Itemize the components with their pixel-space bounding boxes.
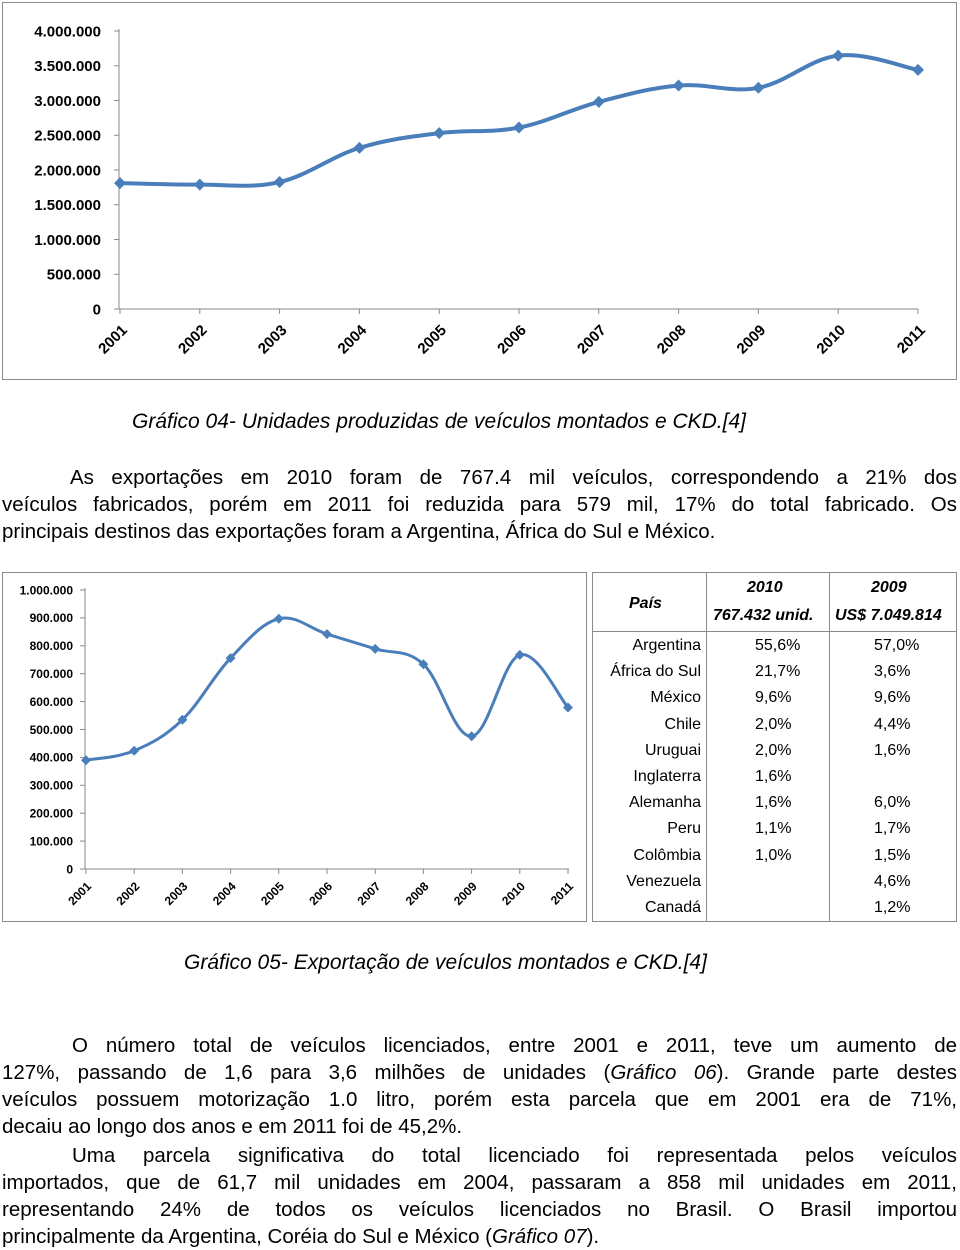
data-point-marker: [81, 755, 91, 765]
series-line: [120, 55, 918, 186]
y-tick-label: 300.000: [29, 778, 73, 793]
x-tick-label: 2008: [402, 879, 432, 909]
x-tick-label: 2005: [414, 321, 451, 358]
table-cell-country: Venezuela: [626, 872, 701, 890]
data-point-marker: [467, 731, 477, 741]
y-tick-label: 2.500.000: [34, 127, 101, 145]
x-tick-label: 2003: [254, 321, 291, 358]
x-tick-label: 2010: [813, 321, 850, 358]
production-chart-svg: [3, 3, 958, 381]
y-tick-label: 200.000: [29, 806, 73, 821]
table-cell-2010: 55,6%: [755, 637, 801, 654]
col-header-2010-year: 2010: [747, 579, 783, 596]
chart1-caption: Gráfico 04- Unidades produzidas de veículos montados e CKD.[4]: [132, 410, 746, 433]
text-segment: 127%, passando de 1,6 para 3,6 milhões de unidades (: [2, 1061, 611, 1084]
y-tick-label: 3.500.000: [34, 58, 101, 76]
y-tick-label: 3.000.000: [34, 92, 101, 110]
data-point-marker: [832, 50, 844, 62]
export-destinations-table: [592, 572, 957, 922]
x-tick-label: 2007: [574, 321, 610, 358]
table-cell-2009: 1,2%: [874, 899, 911, 916]
y-tick-label: 1.500.000: [34, 197, 101, 215]
text-segment: ). Grande parte destes: [716, 1061, 957, 1084]
x-tick-label: 2009: [733, 321, 770, 358]
col-header-country: País: [629, 595, 662, 612]
table-cell-country: Uruguai: [644, 741, 701, 759]
table-divider: [706, 573, 707, 921]
text-line: O número total de veículos licenciados, entre 2001 e 2011, teve um aumento de: [72, 1034, 957, 1057]
table-cell-2010: 1,6%: [755, 794, 792, 812]
text-segment: principalmente da Argentina, Coréia do Sul e México (: [2, 1225, 492, 1248]
table-cell-2010: 2,0%: [755, 715, 792, 733]
table-cell-2009: 4,4%: [874, 715, 911, 733]
data-point-marker: [912, 64, 924, 76]
figure-reference: Gráfico 07: [492, 1225, 587, 1248]
exports-chart: [2, 572, 587, 922]
table-cell-country: Chile: [664, 715, 701, 733]
text-line: [2, 1223, 957, 1250]
text-line: veículos fabricados, porém em 2011 foi reduzida para 579 mil, 17% do total fabricado. Os: [2, 493, 957, 516]
table-cell-2009: 4,6%: [874, 872, 911, 890]
table-cell-country: Canadá: [644, 899, 701, 916]
x-tick-label: 2004: [334, 321, 371, 358]
table-cell-2010: 9,6%: [755, 689, 792, 707]
data-point-marker: [194, 179, 206, 191]
data-point-marker: [274, 614, 284, 624]
text-line: principais destinos das exportações foram a Argentina, África do Sul e México.: [2, 520, 716, 543]
table-cell-2009: 3,6%: [874, 663, 911, 681]
y-tick-label: 800.000: [29, 639, 73, 654]
x-tick-label: 2006: [494, 321, 530, 358]
text-line: decaiu ao longo dos anos e em 2011 foi de 45,2%.: [2, 1115, 463, 1138]
table-cell-2009: 1,7%: [874, 820, 911, 838]
figure-reference: Gráfico 06: [610, 1061, 717, 1084]
table-divider: [829, 573, 830, 921]
table-cell-2009: 6,0%: [874, 794, 911, 812]
col-header-2010-total: 767.432 unid.: [713, 607, 814, 624]
x-tick-label: 2011: [547, 879, 577, 908]
text-segment: ).: [586, 1225, 600, 1248]
x-tick-label: 2005: [258, 879, 287, 909]
table-cell-country: Inglaterra: [633, 768, 701, 785]
data-point-marker: [673, 79, 685, 91]
exports-chart-svg: [3, 573, 588, 923]
text-line: representando 24% de todos os veículos licenciados no Brasil. O Brasil importou: [2, 1198, 957, 1221]
x-tick-label: 2003: [161, 879, 191, 909]
data-point-marker: [129, 746, 139, 756]
x-tick-label: 2004: [209, 879, 239, 909]
x-tick-label: 2001: [65, 879, 95, 909]
data-point-marker: [274, 176, 286, 188]
col-header-2009-year: 2009: [871, 579, 907, 596]
y-tick-label: 600.000: [29, 694, 73, 709]
table-cell-2010: 1,0%: [755, 846, 792, 864]
production-chart: [2, 2, 957, 380]
y-tick-label: 500.000: [29, 722, 73, 737]
data-point-marker: [114, 177, 126, 189]
text-line: [2, 1059, 957, 1086]
y-tick-label: 2.000.000: [34, 162, 101, 180]
table-divider: [593, 631, 956, 632]
x-tick-label: 2001: [95, 321, 131, 358]
table-cell-country: México: [650, 689, 701, 707]
data-point-marker: [752, 82, 764, 94]
text-line: veículos possuem motorização 1.0 litro, porém esta parcela que em 2001 era de 71%,: [2, 1088, 957, 1111]
y-tick-label: 700.000: [29, 667, 73, 682]
y-tick-label: 500.000: [46, 266, 101, 284]
table-cell-2010: 21,7%: [755, 663, 801, 681]
data-point-marker: [433, 127, 445, 139]
y-tick-label: 0: [66, 862, 73, 877]
imports-paragraph: [2, 1142, 957, 1250]
y-tick-label: 1.000.000: [19, 583, 73, 598]
data-point-marker: [370, 644, 380, 654]
y-tick-label: 400.000: [29, 750, 73, 765]
table-cell-country: Argentina: [632, 637, 701, 654]
table-cell-2010: 1,1%: [755, 820, 792, 838]
col-header-2009-total: US$ 7.049.814: [835, 607, 942, 624]
text-line: importados, que de 61,7 mil unidades em 2004, passaram a 858 mil unidades em 2011,: [2, 1171, 957, 1194]
data-point-marker: [513, 122, 525, 134]
table-cell-country: Colômbia: [633, 846, 701, 864]
table-cell-country: Peru: [667, 820, 701, 838]
x-tick-label: 2002: [175, 321, 211, 358]
x-tick-label: 2008: [653, 321, 690, 358]
chart2-caption: Gráfico 05- Exportação de veículos montados e CKD.[4]: [184, 951, 707, 974]
table-cell-2010: 2,0%: [755, 741, 792, 759]
y-tick-label: 100.000: [29, 834, 73, 849]
table-cell-2010: 1,6%: [755, 768, 792, 785]
x-tick-label: 2002: [113, 879, 143, 909]
y-tick-label: 1.000.000: [34, 231, 101, 249]
data-point-marker: [353, 142, 365, 154]
exports-paragraph: [2, 464, 957, 545]
x-tick-label: 2009: [450, 879, 480, 909]
table-cell-country: Alemanha: [628, 794, 701, 812]
licensing-paragraph: [2, 1032, 957, 1140]
table-cell-2009: 9,6%: [874, 689, 911, 707]
x-tick-label: 2006: [306, 879, 336, 909]
y-tick-label: 0: [92, 301, 101, 319]
table-cell-2009: 1,5%: [874, 846, 911, 864]
data-point-marker: [593, 96, 605, 108]
table-cell-2009: 1,6%: [874, 741, 911, 759]
x-tick-label: 2007: [354, 879, 384, 909]
table-cell-country: África do Sul: [610, 663, 701, 681]
text-line: As exportações em 2010 foram de 767.4 mil veículos, correspondendo a 21% dos: [70, 466, 957, 489]
text-line: Uma parcela significativa do total licenciado foi representada pelos veículos: [72, 1144, 957, 1167]
data-point-marker: [322, 629, 332, 639]
y-tick-label: 900.000: [29, 611, 73, 626]
table-cell-2009: 57,0%: [874, 637, 920, 654]
x-tick-label: 2010: [499, 879, 528, 909]
x-tick-label: 2011: [893, 321, 929, 357]
series-line: [86, 618, 568, 760]
y-tick-label: 4.000.000: [34, 23, 101, 41]
